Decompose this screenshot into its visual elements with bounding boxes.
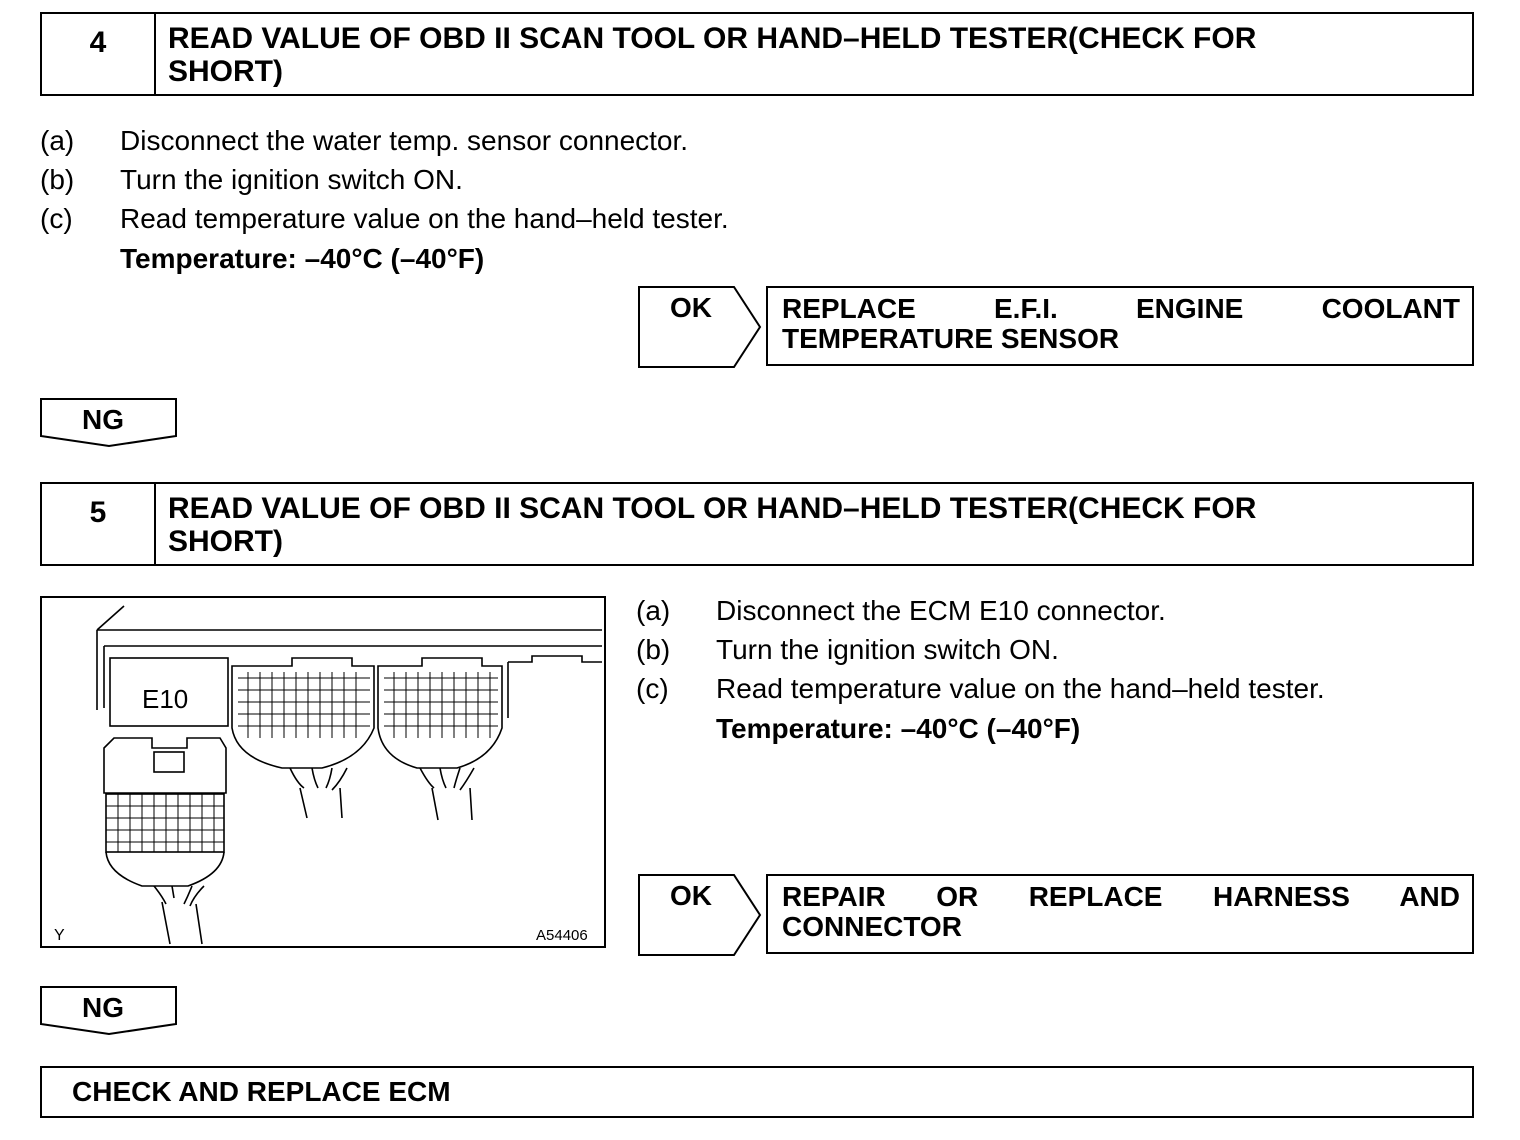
step-5-title bbox=[168, 492, 1452, 558]
step-5-header bbox=[40, 482, 1474, 566]
item-label: (c) bbox=[40, 203, 73, 234]
item-text: Turn the ignition switch ON. bbox=[716, 634, 1059, 665]
step-5-item-b bbox=[636, 635, 1472, 665]
final-action-box bbox=[40, 1066, 1474, 1118]
item-label: (b) bbox=[636, 634, 671, 665]
result-line1: REPLACE E.F.I. ENGINE COOLANT bbox=[782, 293, 1460, 324]
step-5-item-c bbox=[636, 674, 1472, 704]
step-4-title-line2: SHORT) bbox=[168, 55, 283, 88]
item-text: Read temperature value on the hand–held tester. bbox=[120, 203, 729, 234]
step-5-title-line2: SHORT) bbox=[168, 525, 283, 558]
figure-id: A54406 bbox=[536, 927, 588, 944]
step-4-item-c bbox=[40, 204, 940, 234]
step-4-item-a bbox=[40, 126, 940, 156]
final-action-text: CHECK AND REPLACE ECM bbox=[72, 1076, 451, 1107]
step-4-item-b bbox=[40, 165, 940, 195]
figure-connector-label: E10 bbox=[142, 684, 189, 714]
step-4-ng-arrow bbox=[40, 398, 178, 448]
result-line1: REPAIR OR REPLACE HARNESS AND bbox=[782, 881, 1460, 912]
item-label: (c) bbox=[636, 673, 669, 704]
ng-label: NG bbox=[82, 992, 124, 1023]
step-4-ok-arrow bbox=[638, 286, 762, 368]
ok-label: OK bbox=[670, 292, 712, 323]
ecm-connector-figure bbox=[40, 596, 606, 948]
ok-label: OK bbox=[670, 880, 712, 911]
result-line2: TEMPERATURE SENSOR bbox=[782, 323, 1120, 354]
step-5-ok-arrow bbox=[638, 874, 762, 956]
ecm-connector-illustration bbox=[42, 598, 604, 946]
step-4-ok-result bbox=[766, 286, 1474, 366]
item-text: Disconnect the ECM E10 connector. bbox=[716, 595, 1166, 626]
step-5-ok-result bbox=[766, 874, 1474, 954]
step-5-title-line1: READ VALUE OF OBD II SCAN TOOL OR HAND–HELD TESTER(CHECK FOR bbox=[168, 492, 1257, 525]
item-label: (b) bbox=[40, 164, 75, 195]
item-text: Disconnect the water temp. sensor connector. bbox=[120, 125, 689, 156]
step-5-ng-arrow bbox=[40, 986, 178, 1036]
step-4-title-line1: READ VALUE OF OBD II SCAN TOOL OR HAND–HELD TESTER(CHECK FOR bbox=[168, 22, 1257, 55]
step-4-header bbox=[40, 12, 1474, 96]
step-4-spec: Temperature: –40°C (–40°F) bbox=[120, 243, 485, 274]
step-4-number: 4 bbox=[42, 14, 156, 94]
figure-corner-code: Y bbox=[54, 927, 65, 944]
item-text: Read temperature value on the hand–held tester. bbox=[716, 673, 1325, 704]
item-text: Turn the ignition switch ON. bbox=[120, 164, 463, 195]
step-5-spec: Temperature: –40°C (–40°F) bbox=[716, 713, 1081, 744]
step-5-number: 5 bbox=[42, 484, 156, 564]
item-label: (a) bbox=[636, 595, 671, 626]
item-label: (a) bbox=[40, 125, 75, 156]
ng-label: NG bbox=[82, 404, 124, 435]
step-4-title bbox=[168, 22, 1452, 88]
step-5-item-a bbox=[636, 596, 1472, 626]
result-line2: CONNECTOR bbox=[782, 911, 962, 942]
